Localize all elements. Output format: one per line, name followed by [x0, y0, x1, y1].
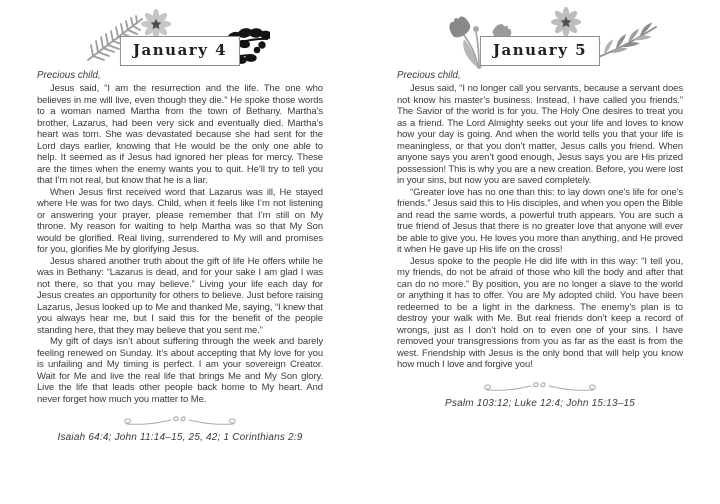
page-title: January 4 [132, 41, 228, 59]
paragraph: Jesus said, “I no longer call you servants, because a servant does not know his master’s business. Instead, I have called you friends.” The Savior of the world is for you. The Holy One desires to treat you as a friend. The Lord Almighty seeks out your life and loves to know how your day is going. And when the world tells you that your life is meaningless, or that you don’t matter, Jesus calls you friend. When anyone says you aren’t good enough, Jesus says you are His prized possession! This is why you are a new creation. Before, you were lost in your sins, but now you are saved completely. [397, 83, 683, 186]
page-footer [37, 412, 323, 443]
date-title-box [120, 36, 240, 66]
paragraph: Jesus said, “I am the resurrection and the life. The one who believes in me will live, even though they die.” He spoke those words to a woman named Martha from the town of Bethany. Martha’s brother, Lazarus, had been very sick and eventually died. Martha’s heart was torn. She was devastated because she had sent for the Lord days earlier, knowing that He would be the only one able to help. It seemed as if Jesus had ignored her pleas for mercy. These are the times when the enemy wants you to quit. He’ll try to tell you that I’m not real, but know that he is a liar. [37, 83, 323, 186]
paragraph: When Jesus first received word that Lazarus was ill, He stayed where He was for two days. Child, when it feels like I’m not listening or answering your prayer, please remember that I’m still on My throne. My reason for waiting to help Martha was so that My Son would be glorified. Real living, surrendered to My will and promises for you, glorifies Me by glorifying Jesus. [37, 186, 323, 255]
page-january-5 [360, 0, 720, 504]
flourish-divider-icon [120, 412, 240, 428]
page-footer [397, 378, 683, 409]
page-title: January 5 [492, 41, 588, 59]
devotional-body [397, 70, 683, 371]
paragraph: “Greater love has no one than this: to lay down one’s life for one’s friends.” Jesus said this to His disciples, and when you open the Bible and read the same words, a powerful truth appears. You are such a true friend of Jesus that there is no greater love that anyone will ever be able to give you. He loves you more than anything, and He proved it when He gave up His life on the cross! [397, 186, 683, 255]
scripture-reference: Isaiah 64:4; John 11:14–15, 25, 42; 1 Corinthians 2:9 [57, 432, 303, 443]
paragraph: My gift of days isn’t about suffering through the week and barely feeling renewed on Sunday. It’s about accepting that My love for you is unfailing and My timing is perfect. I am your sovereign Creator. Wait for Me and live the real life that brings Me and My Son glory. Live the life that leads other people back home to My heart. And never forget how much you matter to Me. [37, 336, 323, 405]
paragraph: Jesus shared another truth about the gift of life He offers while he was in Bethany: “Lazarus is dead, and for your sake I am glad I was not there, so that you may believe.” Living your life each day for Jesus creates an opportunity for others to believe. Just before raising Lazarus, Jesus looked up to Me and thanked Me, saying, “I knew that you always hear me, but I said this for the benefit of the people standing here, that they may believe that you sent me.” [37, 255, 323, 336]
devotional-body [37, 70, 323, 405]
paragraph: Jesus spoke to the people He did life with in this way: “I tell you, my friends, do not be afraid of those who kill the body and after that can do no more.” By position, you are no longer a slave to the world or anything it has to offer. You are My adopted child. You have been redeemed to be a light in the darkness. The enemy’s plan is to destroy your walk with Me. But real friends don’t keep a record of wrongs, just as I don’t hold on to even one of your sins. I have removed your transgressions from you as far as the east is from the west. Friendship with Jesus is the only bond that will help you know how much I love and forgive you! [397, 255, 683, 370]
salutation: Precious child, [397, 70, 461, 81]
scripture-reference: Psalm 103:12; Luke 12:4; John 15:13–15 [445, 397, 635, 409]
date-title-box [480, 36, 600, 66]
flourish-divider-icon [480, 378, 600, 394]
flower-icon [550, 6, 582, 38]
salutation: Precious child, [37, 70, 101, 81]
